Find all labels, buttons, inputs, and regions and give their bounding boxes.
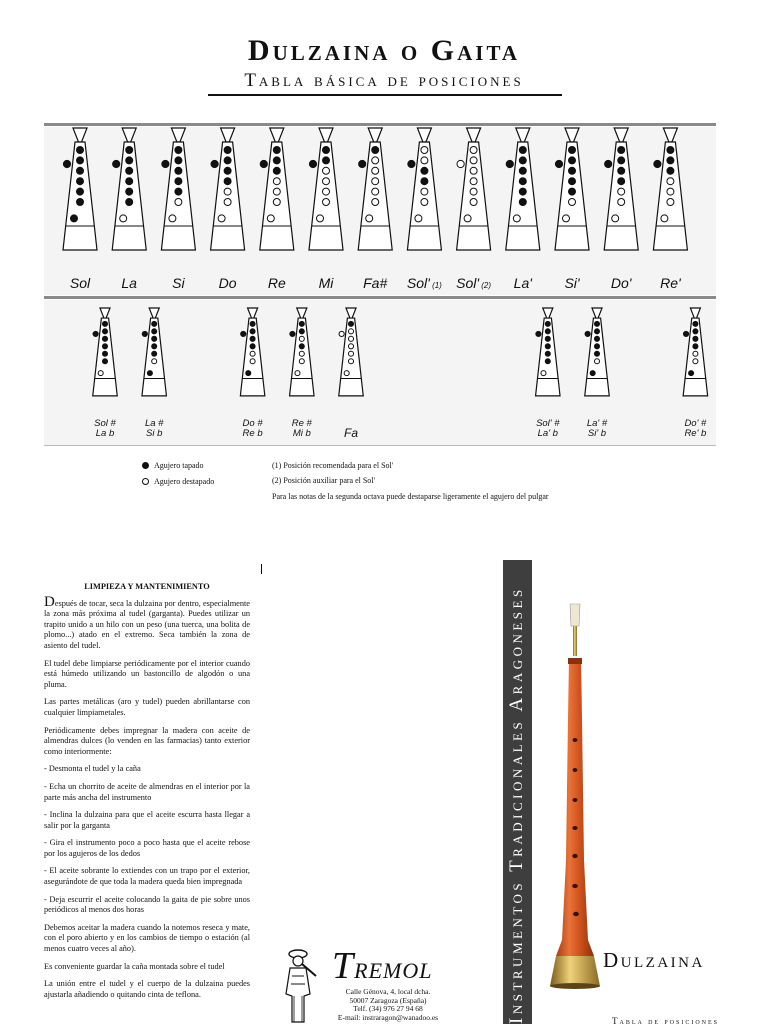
note-label: Do' <box>610 275 632 291</box>
finger-hole <box>102 359 107 364</box>
finger-hole <box>77 178 84 185</box>
finger-hole <box>569 167 576 174</box>
finger-hole <box>545 344 550 349</box>
finger-hole <box>273 167 280 174</box>
finger-hole <box>366 215 373 222</box>
finger-hole <box>612 215 619 222</box>
row-1-instrument <box>457 128 491 250</box>
finger-hole <box>126 188 133 195</box>
row-1-instrument <box>161 128 195 250</box>
finger-hole <box>415 215 422 222</box>
thumb-hole <box>555 160 562 167</box>
finger-hole <box>689 371 694 376</box>
finger-hole <box>594 351 599 356</box>
thumb-hole <box>683 331 688 336</box>
finger-hole <box>323 199 330 206</box>
finger-hole <box>618 147 625 154</box>
page-title: Dulzaina o Gaita <box>247 34 521 67</box>
row-1-instrument <box>555 128 589 250</box>
finger-hole <box>421 199 428 206</box>
row-1-instrument <box>506 128 540 250</box>
finger-hole <box>120 215 127 222</box>
finger-hole <box>348 344 353 349</box>
maintenance-paragraph-1: Después de tocar, seca la dulzaina por dentro, especialmente la zona más próxima al tudel (garganta). Puedes utilizar un trapito unido a un hilo con un peso (una tuerca, una bolita de plomo...) atado en el extremo. Seca también la zona de asiento del tudel. <box>44 593 250 650</box>
maintenance-heading: LIMPIEZA Y MANTENIMIENTO <box>84 582 210 591</box>
finger-hole <box>224 188 231 195</box>
finger-hole <box>299 321 304 326</box>
thumb-hole <box>309 160 316 167</box>
finger-hole <box>470 147 477 154</box>
finger-hole <box>618 188 625 195</box>
thumb-hole <box>654 160 661 167</box>
finger-hole <box>273 178 280 185</box>
thumb-hole <box>457 160 464 167</box>
cover-subtitle: Tabla de posiciones <box>612 1016 720 1026</box>
dulzaina-player-logo-icon <box>276 946 322 1024</box>
row-1-instrument <box>407 128 441 250</box>
finger-hole <box>102 336 107 341</box>
finger-hole <box>175 188 182 195</box>
cover-title: Dulzaina <box>603 948 705 972</box>
row-1-instrument <box>63 128 97 250</box>
finger-hole <box>421 157 428 164</box>
finger-hole <box>693 336 698 341</box>
maintenance-step: - Inclina la dulzaina para que el aceite escurra hasta llegar a salir por la garganta <box>44 810 250 830</box>
row-2-instrument <box>290 308 314 396</box>
thumb-hole <box>241 331 246 336</box>
finger-hole <box>295 371 300 376</box>
note-label: Re' <box>660 275 681 291</box>
finger-hole <box>667 178 674 185</box>
row-2-instrument <box>339 308 363 396</box>
finger-hole <box>344 371 349 376</box>
finger-hole <box>224 157 231 164</box>
finger-hole <box>618 167 625 174</box>
finger-hole <box>250 321 255 326</box>
finger-hole <box>250 359 255 364</box>
thumb-hole <box>359 160 366 167</box>
finger-hole <box>421 178 428 185</box>
finger-hole <box>372 157 379 164</box>
finger-hole <box>102 329 107 334</box>
row-1-instrument <box>309 128 343 250</box>
finger-hole <box>147 371 152 376</box>
finger-hole <box>224 167 231 174</box>
finger-hole <box>250 329 255 334</box>
row-2-instrument <box>142 308 166 396</box>
note-label: Sol' (1) <box>406 275 442 291</box>
brand-name: TREMOL <box>332 945 433 987</box>
finger-hole <box>421 188 428 195</box>
finger-hole <box>299 344 304 349</box>
finger-hole <box>348 321 353 326</box>
finger-hole <box>323 167 330 174</box>
finger-hole <box>372 147 379 154</box>
finger-hole <box>667 167 674 174</box>
finger-hole <box>693 359 698 364</box>
row-2-instrument <box>585 308 609 396</box>
finger-hole <box>541 371 546 376</box>
finger-hole <box>421 147 428 154</box>
finger-hole <box>152 321 157 326</box>
finger-hole <box>519 147 526 154</box>
finger-hole <box>372 178 379 185</box>
finger-hole <box>569 157 576 164</box>
brand-address: Calle Génova, 4, local dcha. 50007 Zaragoza (España) Telf. (34) 976 27 94 68 E-mail: instraragon@wanadoo.es <box>337 987 439 1022</box>
finger-hole <box>317 215 324 222</box>
finger-hole <box>661 215 668 222</box>
finger-hole <box>218 215 225 222</box>
finger-hole <box>224 178 231 185</box>
finger-hole <box>594 336 599 341</box>
finger-hole <box>250 344 255 349</box>
row-2-instrument <box>683 308 707 396</box>
row-1-instrument <box>211 128 245 250</box>
finger-hole <box>545 321 550 326</box>
finger-hole <box>618 199 625 206</box>
finger-hole <box>169 215 176 222</box>
finger-hole <box>693 351 698 356</box>
note-label: Re <box>267 275 286 291</box>
finger-hole <box>323 178 330 185</box>
finger-hole <box>594 359 599 364</box>
finger-hole <box>299 329 304 334</box>
finger-hole <box>470 178 477 185</box>
finger-hole <box>348 351 353 356</box>
note-label: Si <box>172 275 185 291</box>
thumb-hole <box>63 160 70 167</box>
row-2-instrument <box>536 308 560 396</box>
fold-mark <box>261 564 262 574</box>
thumb-hole <box>260 160 267 167</box>
maintenance-paragraph-3: Las partes metálicas (aro y tudel) pueden abrillantarse con cualquier limpiametales. <box>44 697 250 717</box>
finger-hole <box>250 336 255 341</box>
finger-hole <box>667 199 674 206</box>
finger-hole <box>152 344 157 349</box>
maintenance-section <box>44 582 250 1007</box>
maintenance-step: - El aceite sobrante lo extiendes con un trapo por el exterior, asegurándote de que toda la madera queda bien impregnada <box>44 866 250 887</box>
finger-hole <box>372 199 379 206</box>
note-label: Fa# <box>363 275 388 291</box>
finger-hole <box>545 359 550 364</box>
finger-hole <box>323 147 330 154</box>
finger-hole <box>594 329 599 334</box>
finger-hole <box>569 178 576 185</box>
finger-hole <box>348 359 353 364</box>
thumb-hole <box>113 160 120 167</box>
row-2-instrument <box>240 308 264 396</box>
thumb-hole <box>93 331 98 336</box>
thumb-hole <box>162 160 169 167</box>
finger-hole <box>152 351 157 356</box>
fingering-row-2 <box>93 308 708 396</box>
finger-hole <box>267 215 274 222</box>
finger-hole <box>348 329 353 334</box>
finger-hole <box>102 351 107 356</box>
finger-hole <box>175 157 182 164</box>
finger-hole <box>273 188 280 195</box>
maintenance-paragraph-6: Es conveniente guardar la caña montada sobre el tudel <box>44 961 225 971</box>
finger-hole <box>323 157 330 164</box>
finger-hole <box>519 178 526 185</box>
finger-hole <box>519 188 526 195</box>
thumb-hole <box>290 331 295 336</box>
finger-hole <box>667 157 674 164</box>
finger-hole <box>372 167 379 174</box>
finger-hole <box>152 329 157 334</box>
finger-hole <box>102 321 107 326</box>
finger-hole <box>693 329 698 334</box>
row-1-instrument <box>112 128 146 250</box>
finger-hole <box>594 321 599 326</box>
drop-cap: D <box>44 593 55 610</box>
note-label-small: Do # Re b <box>242 418 263 439</box>
maintenance-paragraph-7: La unión entre el tudel y el cuerpo de la dulzaina puedes ajustarla añadiendo o quitando cinta de teflona. <box>44 979 250 999</box>
finger-hole <box>569 188 576 195</box>
finger-hole <box>77 188 84 195</box>
finger-hole <box>513 215 520 222</box>
dulzaina-photo-icon <box>548 600 608 1024</box>
finger-hole <box>464 215 471 222</box>
finger-hole <box>545 351 550 356</box>
note-label: Do <box>218 275 237 291</box>
finger-hole <box>77 147 84 154</box>
finger-hole <box>175 147 182 154</box>
finger-hole <box>175 167 182 174</box>
thumb-hole <box>506 160 513 167</box>
maintenance-paragraph-5: Debemos aceitar la madera cuando la notemos reseca y mate, con el poro abierto y en los cambios de tiempo o estación (al menos cuatro veces al año). <box>44 922 250 954</box>
finger-hole <box>569 199 576 206</box>
note-label: Sol' (2) <box>456 275 492 291</box>
legend-open: Agujero destapado <box>154 477 215 486</box>
note-label: Si' <box>564 275 580 291</box>
fingering-row-1 <box>63 128 687 250</box>
finger-hole <box>594 344 599 349</box>
thumb-hole <box>339 331 344 336</box>
note-label-small: Sol # La b <box>94 418 116 439</box>
legend-note-2: (2) Posición auxiliar para el Sol' <box>272 476 375 485</box>
note-label: La' <box>513 275 532 291</box>
note-label-small: Sol' # La' b <box>536 418 560 439</box>
note-label: Mi <box>318 275 334 291</box>
note-label-small: La # Si b <box>144 418 164 439</box>
thumb-hole <box>408 160 415 167</box>
finger-hole <box>224 199 231 206</box>
finger-hole <box>470 157 477 164</box>
note-label: La <box>121 275 137 291</box>
row-1-instrument <box>653 128 687 250</box>
finger-hole <box>126 199 133 206</box>
finger-hole <box>126 167 133 174</box>
legend-note-1: (1) Posición recomendada para el Sol' <box>272 461 394 470</box>
vertical-band-text: Instrumentos Tradicionales Aragoneses <box>506 586 527 1024</box>
row-1-instrument <box>358 128 392 250</box>
legend-closed: Agujero tapado <box>154 461 204 470</box>
page-subtitle: Tabla básica de posiciones <box>244 70 524 91</box>
finger-hole <box>323 188 330 195</box>
finger-hole <box>273 199 280 206</box>
thumb-hole <box>585 331 590 336</box>
finger-hole <box>667 188 674 195</box>
finger-hole <box>273 147 280 154</box>
row-1-instrument <box>604 128 638 250</box>
finger-hole <box>126 157 133 164</box>
finger-hole <box>693 344 698 349</box>
finger-hole <box>372 188 379 195</box>
finger-hole <box>667 147 674 154</box>
finger-hole <box>470 199 477 206</box>
thumb-hole <box>142 331 147 336</box>
finger-hole <box>421 167 428 174</box>
maintenance-paragraph-4: Periódicamente debes impregnar la madera con aceite de almendras dulces (lo venden en las farmacias) tanto exterior como interiormente: <box>44 725 250 756</box>
finger-hole <box>470 167 477 174</box>
maintenance-step: - Gira el instrumento poco a poco hasta que el aceite rebose por los agujeros de los dedos <box>44 838 250 858</box>
note-label: Sol <box>69 275 91 291</box>
finger-hole <box>348 336 353 341</box>
note-label-small: La' # Si' b <box>586 418 608 439</box>
finger-hole <box>126 178 133 185</box>
finger-hole <box>299 351 304 356</box>
finger-hole <box>693 321 698 326</box>
open-hole-icon <box>142 478 149 485</box>
maintenance-step: - Desmonta el tudel y la caña <box>44 764 141 774</box>
finger-hole <box>545 336 550 341</box>
finger-hole <box>71 215 78 222</box>
note-label-small: Re # Mi b <box>291 418 312 439</box>
finger-hole <box>563 215 570 222</box>
finger-hole <box>618 178 625 185</box>
maintenance-step: - Echa un chorrito de aceite de almendras en el interior por la parte más ancha del instrumento <box>44 781 250 802</box>
finger-hole <box>175 199 182 206</box>
row-1-instrument <box>260 128 294 250</box>
thumb-hole <box>605 160 612 167</box>
finger-hole <box>470 188 477 195</box>
finger-hole <box>98 371 103 376</box>
note-label-small: Do' # Re' b <box>684 418 707 439</box>
finger-hole <box>175 178 182 185</box>
finger-hole <box>102 344 107 349</box>
finger-hole <box>77 199 84 206</box>
finger-hole <box>569 147 576 154</box>
finger-hole <box>126 147 133 154</box>
finger-hole <box>519 167 526 174</box>
finger-hole <box>590 371 595 376</box>
finger-hole <box>224 147 231 154</box>
finger-hole <box>618 157 625 164</box>
finger-hole <box>273 157 280 164</box>
maintenance-step: - Deja escurrir el aceite colocando la gaita de pie sobre unos periódicos al menos dos horas <box>44 894 250 915</box>
finger-hole <box>77 167 84 174</box>
fingering-chart <box>0 0 768 460</box>
finger-hole <box>77 157 84 164</box>
closed-hole-icon <box>142 462 149 469</box>
finger-hole <box>519 199 526 206</box>
finger-hole <box>299 359 304 364</box>
finger-hole <box>152 359 157 364</box>
maintenance-paragraph-2: El tudel debe limpiarse periódicamente por el interior cuando está húmedo utilizando un bastoncillo de algodón o una pluma. <box>44 658 250 689</box>
finger-hole <box>152 336 157 341</box>
note-label-small: Fa <box>343 426 358 440</box>
finger-hole <box>519 157 526 164</box>
legend-note-3: Para las notas de la segunda octava puede destaparse ligeramente el agujero del pulgar <box>272 492 549 501</box>
finger-hole <box>299 336 304 341</box>
thumb-hole <box>536 331 541 336</box>
row-2-instrument <box>93 308 117 396</box>
thumb-hole <box>211 160 218 167</box>
finger-hole <box>250 351 255 356</box>
finger-hole <box>246 371 251 376</box>
finger-hole <box>545 329 550 334</box>
